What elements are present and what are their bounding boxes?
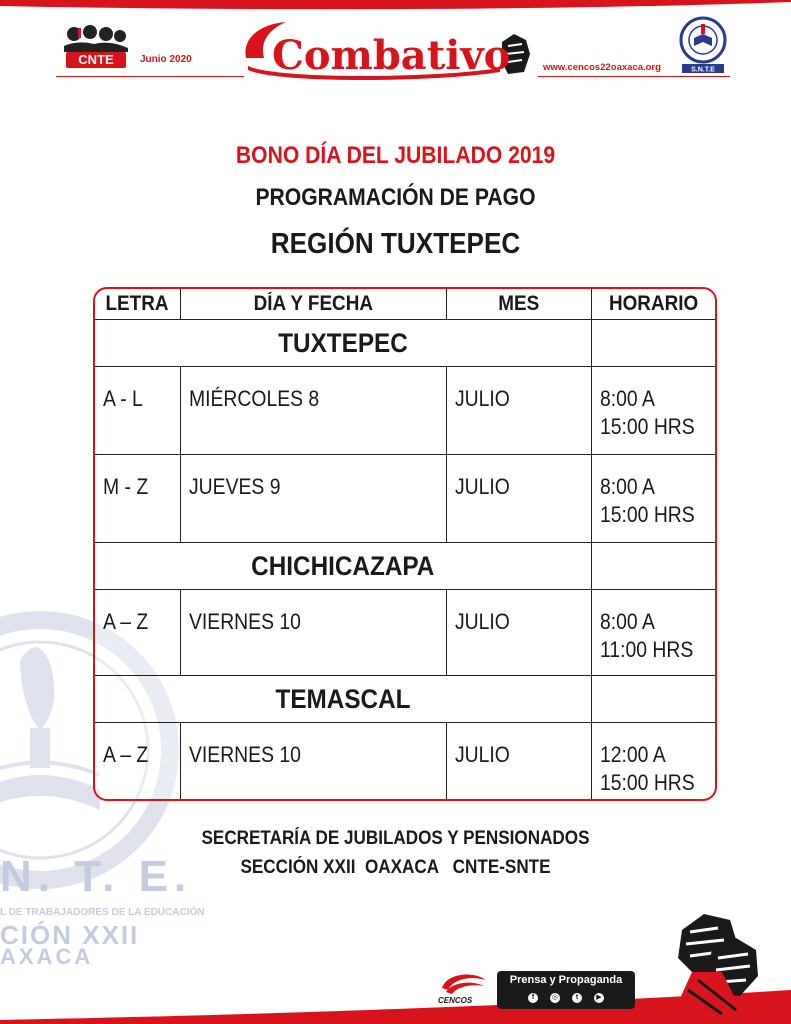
horario-cell: 8:00 A 11:00 HRS — [591, 589, 715, 675]
instagram-icon[interactable]: ◎ — [551, 994, 559, 1001]
horario-cell: 12:00 A 15:00 HRS — [591, 722, 715, 801]
header-rule-left — [56, 76, 244, 77]
cnte-label: CNTE — [66, 52, 126, 68]
bono-title: BONO DÍA DEL JUBILADO 2019 — [235, 142, 556, 169]
letra-cell: A – Z — [95, 589, 180, 675]
table-header-row — [95, 289, 715, 319]
mes-cell: JULIO — [446, 589, 591, 675]
table-row — [95, 589, 715, 675]
header — [0, 14, 791, 94]
table-row — [95, 454, 715, 542]
section-label: CHICHICAZAPA — [95, 542, 591, 589]
section-empty-cell — [591, 675, 715, 722]
letra-cell: A - L — [95, 366, 180, 454]
raised-fists-icon — [652, 910, 762, 1016]
youtube-icon[interactable]: ▶ — [594, 993, 604, 1003]
col-header-horario: HORARIO — [591, 289, 715, 319]
prensa-label: Prensa y Propaganda — [509, 974, 623, 986]
footer-secretaria: SECRETARÍA DE JUBILADOS Y PENSIONADOS — [201, 828, 590, 849]
letra-cell: A – Z — [95, 722, 180, 801]
section-row-chichicazapa — [95, 542, 715, 589]
section-row-temascal — [95, 675, 715, 722]
section-empty-cell — [591, 319, 715, 366]
combativo-masthead — [238, 18, 538, 80]
dia-cell: MIÉRCOLES 8 — [180, 366, 446, 454]
dia-cell: JUEVES 9 — [180, 454, 446, 542]
footer-seccion: SECCIÓN XXII OAXACA CNTE-SNTE — [240, 857, 551, 878]
watermark-section: CIÓN XXII — [0, 920, 140, 950]
region-title: REGIÓN TUXTEPEC — [270, 228, 521, 260]
watermark-state: AXACA — [0, 944, 94, 969]
payment-schedule-table — [93, 287, 717, 801]
table-row — [95, 366, 715, 454]
section-empty-cell — [591, 542, 715, 589]
masthead-title: Combativo — [272, 32, 511, 79]
dia-cell: VIERNES 10 — [180, 722, 446, 801]
facebook-icon[interactable]: f — [528, 993, 538, 1003]
section-row-tuxtepec — [95, 319, 715, 366]
section-label: TUXTEPEC — [95, 319, 591, 366]
col-header-dia-fecha: DÍA Y FECHA — [180, 289, 446, 319]
watermark-union: L DE TRABAJADORES DE LA EDUCACIÓN — [0, 907, 205, 918]
dia-cell: VIERNES 10 — [180, 589, 446, 675]
issue-date: Junio 2020 — [140, 54, 192, 65]
programacion-title: PROGRAMACIÓN DE PAGO — [255, 184, 536, 211]
section-label: TEMASCAL — [95, 675, 591, 722]
mes-cell: JULIO — [446, 454, 591, 542]
website-url[interactable]: www.cencos22oaxaca.org — [543, 62, 661, 73]
horario-cell: 8:00 A 15:00 HRS — [591, 454, 715, 542]
table-row — [95, 722, 715, 801]
cnte-logo — [58, 22, 132, 78]
col-header-mes: MES — [446, 289, 591, 319]
cencos-label: CENCOS — [438, 996, 473, 1005]
snte-logo-text: S.N.T.E — [691, 66, 715, 74]
letra-cell: M - Z — [95, 454, 180, 542]
twitter-icon[interactable]: t — [572, 993, 582, 1003]
prensa-propaganda-badge — [497, 971, 635, 1009]
snte-logo — [676, 16, 730, 80]
horario-cell: 8:00 A 15:00 HRS — [591, 366, 715, 454]
col-header-letra: LETRA — [95, 289, 180, 319]
watermark-name: N. T. E. — [0, 852, 193, 901]
mes-cell: JULIO — [446, 722, 591, 801]
mes-cell: JULIO — [446, 366, 591, 454]
